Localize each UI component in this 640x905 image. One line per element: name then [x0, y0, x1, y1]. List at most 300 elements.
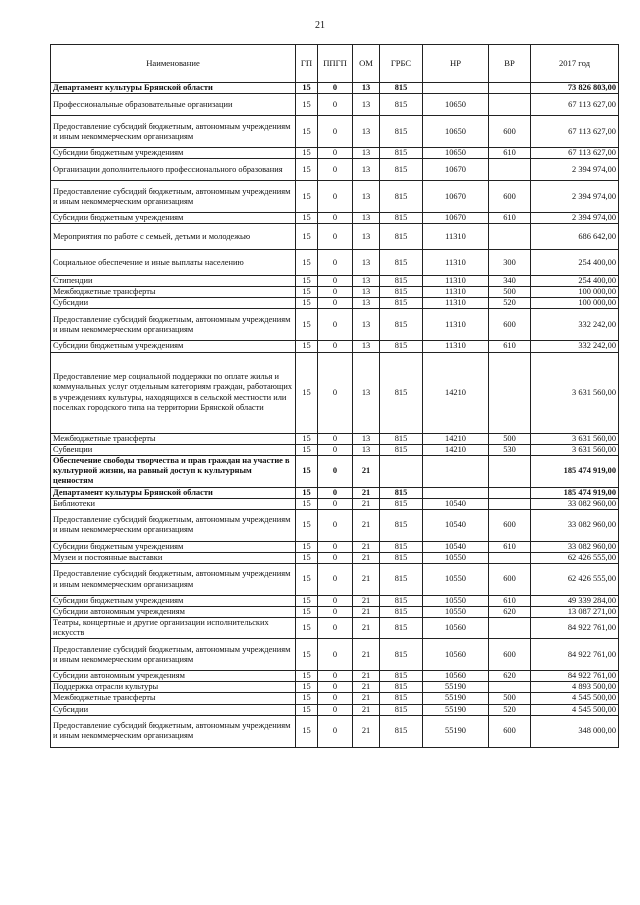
- cell-ppgp: 0: [318, 509, 353, 541]
- cell-gp: 15: [296, 498, 318, 509]
- cell-amount: 84 922 761,00: [531, 671, 619, 682]
- cell-nr: 11310: [423, 309, 489, 341]
- table-row: [51, 552, 619, 563]
- cell-amount: 33 082 960,00: [531, 498, 619, 509]
- cell-ppgp: 0: [318, 671, 353, 682]
- cell-ppgp: 0: [318, 498, 353, 509]
- cell-gp: 15: [296, 487, 318, 498]
- table-row: [51, 498, 619, 509]
- cell-name: Социальное обеспечение и иные выплаты населению: [51, 250, 296, 276]
- cell-om: 21: [353, 564, 380, 596]
- cell-gp: 15: [296, 352, 318, 433]
- cell-amount: 2 394 974,00: [531, 159, 619, 181]
- table-row: [51, 433, 619, 444]
- cell-om: 13: [353, 83, 380, 94]
- table-row: [51, 309, 619, 341]
- table-row: [51, 148, 619, 159]
- cell-name: Предоставление субсидий бюджетным, автономным учреждениям и иным некоммерческим организациям: [51, 116, 296, 148]
- cell-amount: 185 474 919,00: [531, 487, 619, 498]
- cell-vr: [489, 455, 531, 487]
- cell-grbs: 815: [380, 287, 423, 298]
- cell-gp: 15: [296, 433, 318, 444]
- table-row: [51, 159, 619, 181]
- cell-om: 21: [353, 704, 380, 715]
- cell-om: 21: [353, 693, 380, 704]
- cell-om: 13: [353, 148, 380, 159]
- cell-om: 13: [353, 116, 380, 148]
- cell-name: Субсидии: [51, 704, 296, 715]
- cell-grbs: 815: [380, 116, 423, 148]
- cell-vr: 610: [489, 596, 531, 607]
- cell-amount: 49 339 284,00: [531, 596, 619, 607]
- cell-gp: 15: [296, 682, 318, 693]
- cell-gp: 15: [296, 639, 318, 671]
- cell-vr: 600: [489, 564, 531, 596]
- cell-gp: 15: [296, 509, 318, 541]
- cell-nr: 55190: [423, 682, 489, 693]
- cell-amount: 62 426 555,00: [531, 552, 619, 563]
- cell-name: Субсидии бюджетным учреждениям: [51, 541, 296, 552]
- cell-grbs: 815: [380, 693, 423, 704]
- cell-vr: 340: [489, 276, 531, 287]
- cell-grbs: 815: [380, 552, 423, 563]
- table-row: [51, 541, 619, 552]
- cell-gp: 15: [296, 309, 318, 341]
- column-header-om: ОМ: [353, 45, 380, 83]
- cell-gp: 15: [296, 552, 318, 563]
- column-header-grbs: ГРБС: [380, 45, 423, 83]
- cell-name: Предоставление субсидий бюджетным, автономным учреждениям и иным некоммерческим организациям: [51, 509, 296, 541]
- cell-nr: 10560: [423, 671, 489, 682]
- cell-nr: 10650: [423, 94, 489, 116]
- cell-name: Межбюджетные трансферты: [51, 287, 296, 298]
- table-row: [51, 181, 619, 213]
- cell-ppgp: 0: [318, 552, 353, 563]
- table-row: [51, 671, 619, 682]
- cell-gp: 15: [296, 213, 318, 224]
- cell-vr: [489, 224, 531, 250]
- cell-nr: 10560: [423, 639, 489, 671]
- table-body: [51, 83, 619, 748]
- table-row: [51, 639, 619, 671]
- cell-om: 13: [353, 94, 380, 116]
- cell-gp: 15: [296, 596, 318, 607]
- cell-grbs: 815: [380, 94, 423, 116]
- cell-nr: 14210: [423, 444, 489, 455]
- cell-grbs: 815: [380, 607, 423, 618]
- cell-name: Субсидии автономным учреждениям: [51, 671, 296, 682]
- cell-grbs: 815: [380, 671, 423, 682]
- table-row: [51, 509, 619, 541]
- cell-grbs: 815: [380, 159, 423, 181]
- cell-gp: 15: [296, 541, 318, 552]
- cell-vr: 530: [489, 444, 531, 455]
- cell-grbs: 815: [380, 564, 423, 596]
- cell-nr: 14210: [423, 433, 489, 444]
- cell-name: Профессиональные образовательные организации: [51, 94, 296, 116]
- cell-ppgp: 0: [318, 341, 353, 352]
- cell-gp: 15: [296, 148, 318, 159]
- cell-nr: 10540: [423, 541, 489, 552]
- cell-amount: 332 242,00: [531, 341, 619, 352]
- cell-grbs: [380, 455, 423, 487]
- cell-nr: 55190: [423, 704, 489, 715]
- cell-vr: [489, 83, 531, 94]
- cell-nr: [423, 455, 489, 487]
- cell-ppgp: 0: [318, 83, 353, 94]
- cell-nr: [423, 83, 489, 94]
- cell-amount: 332 242,00: [531, 309, 619, 341]
- cell-nr: 14210: [423, 352, 489, 433]
- cell-gp: 15: [296, 298, 318, 309]
- cell-ppgp: 0: [318, 250, 353, 276]
- table-row: [51, 618, 619, 639]
- page-number: 21: [315, 20, 325, 31]
- cell-gp: 15: [296, 116, 318, 148]
- cell-amount: 100 000,00: [531, 298, 619, 309]
- cell-vr: 500: [489, 693, 531, 704]
- cell-om: 21: [353, 671, 380, 682]
- table-row: [51, 596, 619, 607]
- cell-om: 13: [353, 276, 380, 287]
- cell-om: 13: [353, 159, 380, 181]
- cell-amount: 67 113 627,00: [531, 94, 619, 116]
- cell-amount: 84 922 761,00: [531, 618, 619, 639]
- cell-nr: 10670: [423, 159, 489, 181]
- cell-vr: [489, 682, 531, 693]
- table-row: [51, 276, 619, 287]
- cell-gp: 15: [296, 341, 318, 352]
- cell-ppgp: 0: [318, 541, 353, 552]
- cell-grbs: 815: [380, 509, 423, 541]
- cell-grbs: 815: [380, 487, 423, 498]
- cell-nr: 11310: [423, 287, 489, 298]
- cell-name: Библиотеки: [51, 498, 296, 509]
- cell-name: Мероприятия по работе с семьей, детьми и молодежью: [51, 224, 296, 250]
- cell-gp: 15: [296, 455, 318, 487]
- cell-vr: 610: [489, 213, 531, 224]
- cell-name: Предоставление субсидий бюджетным, автономным учреждениям и иным некоммерческим организациям: [51, 181, 296, 213]
- cell-ppgp: 0: [318, 682, 353, 693]
- cell-nr: 11310: [423, 298, 489, 309]
- cell-name: Поддержка отрасли культуры: [51, 682, 296, 693]
- cell-gp: 15: [296, 181, 318, 213]
- cell-gp: 15: [296, 607, 318, 618]
- cell-vr: 500: [489, 433, 531, 444]
- cell-name: Субсидии: [51, 298, 296, 309]
- cell-amount: 254 400,00: [531, 250, 619, 276]
- cell-om: 21: [353, 541, 380, 552]
- cell-name: Субсидии бюджетным учреждениям: [51, 341, 296, 352]
- cell-grbs: 815: [380, 704, 423, 715]
- cell-grbs: 815: [380, 213, 423, 224]
- cell-om: 21: [353, 682, 380, 693]
- cell-name: Субсидии бюджетным учреждениям: [51, 148, 296, 159]
- cell-vr: [489, 552, 531, 563]
- cell-gp: 15: [296, 444, 318, 455]
- cell-om: 13: [353, 444, 380, 455]
- cell-name: Субвенции: [51, 444, 296, 455]
- table-row: [51, 224, 619, 250]
- cell-gp: 15: [296, 250, 318, 276]
- column-header-ppgp: ППГП: [318, 45, 353, 83]
- table-row: [51, 444, 619, 455]
- cell-amount: 185 474 919,00: [531, 455, 619, 487]
- cell-vr: 500: [489, 287, 531, 298]
- cell-name: Субсидии автономным учреждениям: [51, 607, 296, 618]
- column-header-gp: ГП: [296, 45, 318, 83]
- cell-gp: 15: [296, 715, 318, 747]
- cell-vr: [489, 618, 531, 639]
- cell-ppgp: 0: [318, 224, 353, 250]
- table-row: [51, 487, 619, 498]
- cell-grbs: 815: [380, 309, 423, 341]
- cell-ppgp: 0: [318, 94, 353, 116]
- cell-grbs: 815: [380, 148, 423, 159]
- cell-amount: 73 826 803,00: [531, 83, 619, 94]
- cell-vr: [489, 498, 531, 509]
- table-row: [51, 298, 619, 309]
- cell-amount: 33 082 960,00: [531, 509, 619, 541]
- table-header: [51, 45, 619, 83]
- cell-amount: 254 400,00: [531, 276, 619, 287]
- table-row: [51, 341, 619, 352]
- cell-om: 13: [353, 287, 380, 298]
- cell-vr: 600: [489, 116, 531, 148]
- cell-name: Субсидии бюджетным учреждениям: [51, 213, 296, 224]
- cell-name: Организации дополнительного профессионального образования: [51, 159, 296, 181]
- cell-amount: 3 631 560,00: [531, 433, 619, 444]
- table-row: [51, 213, 619, 224]
- cell-nr: 10670: [423, 181, 489, 213]
- cell-nr: 11310: [423, 276, 489, 287]
- cell-om: 13: [353, 309, 380, 341]
- cell-vr: 600: [489, 309, 531, 341]
- cell-vr: [489, 159, 531, 181]
- cell-gp: 15: [296, 693, 318, 704]
- column-header-nr: НР: [423, 45, 489, 83]
- cell-amount: 4 545 500,00: [531, 704, 619, 715]
- cell-om: 13: [353, 433, 380, 444]
- table-row: [51, 94, 619, 116]
- cell-vr: [489, 94, 531, 116]
- cell-om: 21: [353, 639, 380, 671]
- cell-ppgp: 0: [318, 433, 353, 444]
- cell-grbs: 815: [380, 276, 423, 287]
- budget-table: [50, 44, 619, 748]
- cell-name: Департамент культуры Брянской области: [51, 83, 296, 94]
- cell-ppgp: 0: [318, 618, 353, 639]
- cell-grbs: 815: [380, 181, 423, 213]
- table-row: [51, 715, 619, 747]
- cell-amount: 348 000,00: [531, 715, 619, 747]
- cell-vr: 520: [489, 704, 531, 715]
- cell-ppgp: 0: [318, 455, 353, 487]
- cell-ppgp: 0: [318, 213, 353, 224]
- table-row: [51, 116, 619, 148]
- cell-gp: 15: [296, 159, 318, 181]
- cell-name: Департамент культуры Брянской области: [51, 487, 296, 498]
- cell-nr: [423, 487, 489, 498]
- cell-name: Предоставление субсидий бюджетным, автономным учреждениям и иным некоммерческим организациям: [51, 309, 296, 341]
- cell-om: 21: [353, 455, 380, 487]
- cell-vr: 300: [489, 250, 531, 276]
- cell-gp: 15: [296, 224, 318, 250]
- cell-ppgp: 0: [318, 298, 353, 309]
- cell-ppgp: 0: [318, 704, 353, 715]
- cell-grbs: 815: [380, 298, 423, 309]
- cell-ppgp: 0: [318, 596, 353, 607]
- cell-vr: [489, 352, 531, 433]
- cell-om: 13: [353, 181, 380, 213]
- cell-nr: 10560: [423, 618, 489, 639]
- cell-gp: 15: [296, 671, 318, 682]
- cell-ppgp: 0: [318, 148, 353, 159]
- cell-name: Предоставление мер социальной поддержки по оплате жилья и коммунальных услуг отдельным категориям граждан, работающих в учреждениях культуры, находящихся в сельской местности или поселках городского типа на территории Брянской области: [51, 352, 296, 433]
- cell-ppgp: 0: [318, 276, 353, 287]
- cell-ppgp: 0: [318, 639, 353, 671]
- table-row: [51, 83, 619, 94]
- cell-om: 21: [353, 487, 380, 498]
- cell-name: Музеи и постоянные выставки: [51, 552, 296, 563]
- cell-nr: 11310: [423, 341, 489, 352]
- cell-vr: 610: [489, 341, 531, 352]
- cell-amount: 13 087 271,00: [531, 607, 619, 618]
- cell-ppgp: 0: [318, 159, 353, 181]
- cell-grbs: 815: [380, 352, 423, 433]
- cell-ppgp: 0: [318, 564, 353, 596]
- cell-om: 21: [353, 607, 380, 618]
- cell-nr: 10550: [423, 552, 489, 563]
- cell-nr: 10550: [423, 607, 489, 618]
- column-header-vr: ВР: [489, 45, 531, 83]
- cell-amount: 4 893 500,00: [531, 682, 619, 693]
- cell-name: Субсидии бюджетным учреждениям: [51, 596, 296, 607]
- cell-nr: 10650: [423, 148, 489, 159]
- cell-grbs: 815: [380, 498, 423, 509]
- cell-ppgp: 0: [318, 181, 353, 213]
- table-row: [51, 682, 619, 693]
- cell-grbs: 815: [380, 596, 423, 607]
- cell-name: Предоставление субсидий бюджетным, автономным учреждениям и иным некоммерческим организациям: [51, 715, 296, 747]
- cell-ppgp: 0: [318, 693, 353, 704]
- cell-name: Предоставление субсидий бюджетным, автономным учреждениям и иным некоммерческим организациям: [51, 564, 296, 596]
- cell-nr: 10540: [423, 498, 489, 509]
- cell-nr: 10670: [423, 213, 489, 224]
- cell-grbs: 815: [380, 444, 423, 455]
- cell-amount: 100 000,00: [531, 287, 619, 298]
- cell-nr: 10540: [423, 509, 489, 541]
- cell-gp: 15: [296, 276, 318, 287]
- cell-grbs: 815: [380, 250, 423, 276]
- cell-gp: 15: [296, 83, 318, 94]
- cell-amount: 3 631 560,00: [531, 352, 619, 433]
- cell-amount: 2 394 974,00: [531, 181, 619, 213]
- cell-vr: 600: [489, 509, 531, 541]
- cell-amount: 67 113 627,00: [531, 148, 619, 159]
- cell-om: 13: [353, 250, 380, 276]
- cell-vr: 610: [489, 541, 531, 552]
- cell-gp: 15: [296, 704, 318, 715]
- cell-name: Театры, концертные и другие организации исполнительских искусств: [51, 618, 296, 639]
- cell-ppgp: 0: [318, 309, 353, 341]
- cell-name: Стипендии: [51, 276, 296, 287]
- cell-ppgp: 0: [318, 116, 353, 148]
- cell-vr: 600: [489, 181, 531, 213]
- cell-amount: 2 394 974,00: [531, 213, 619, 224]
- cell-om: 21: [353, 552, 380, 563]
- table-row: [51, 287, 619, 298]
- cell-gp: 15: [296, 287, 318, 298]
- cell-nr: 11310: [423, 224, 489, 250]
- cell-om: 21: [353, 596, 380, 607]
- cell-ppgp: 0: [318, 444, 353, 455]
- cell-om: 13: [353, 213, 380, 224]
- cell-om: 21: [353, 715, 380, 747]
- cell-om: 13: [353, 341, 380, 352]
- cell-om: 13: [353, 224, 380, 250]
- table-row: [51, 455, 619, 487]
- cell-name: Межбюджетные трансферты: [51, 693, 296, 704]
- cell-vr: 620: [489, 671, 531, 682]
- cell-om: 21: [353, 509, 380, 541]
- cell-ppgp: 0: [318, 487, 353, 498]
- cell-grbs: 815: [380, 83, 423, 94]
- cell-nr: 55190: [423, 693, 489, 704]
- cell-grbs: 815: [380, 715, 423, 747]
- cell-nr: 10550: [423, 564, 489, 596]
- cell-vr: 600: [489, 715, 531, 747]
- cell-nr: 10650: [423, 116, 489, 148]
- cell-om: 13: [353, 352, 380, 433]
- table-row: [51, 250, 619, 276]
- cell-grbs: 815: [380, 224, 423, 250]
- cell-grbs: 815: [380, 433, 423, 444]
- cell-grbs: 815: [380, 618, 423, 639]
- cell-nr: 10550: [423, 596, 489, 607]
- cell-om: 21: [353, 498, 380, 509]
- cell-name: Межбюджетные трансферты: [51, 433, 296, 444]
- table-row: [51, 693, 619, 704]
- cell-vr: 600: [489, 639, 531, 671]
- column-header-name: Наименование: [51, 45, 296, 83]
- cell-amount: 4 545 500,00: [531, 693, 619, 704]
- cell-grbs: 815: [380, 341, 423, 352]
- cell-gp: 15: [296, 564, 318, 596]
- cell-vr: 610: [489, 148, 531, 159]
- cell-name: Обеспечение свободы творчества и прав граждан на участие в культурной жизни, на равный доступ к культурным ценностям: [51, 455, 296, 487]
- table-row: [51, 704, 619, 715]
- cell-ppgp: 0: [318, 352, 353, 433]
- cell-amount: 3 631 560,00: [531, 444, 619, 455]
- cell-ppgp: 0: [318, 715, 353, 747]
- cell-vr: 520: [489, 298, 531, 309]
- cell-om: 21: [353, 618, 380, 639]
- cell-ppgp: 0: [318, 287, 353, 298]
- cell-amount: 686 642,00: [531, 224, 619, 250]
- table-row: [51, 352, 619, 433]
- cell-nr: 11310: [423, 250, 489, 276]
- table-row: [51, 564, 619, 596]
- cell-amount: 62 426 555,00: [531, 564, 619, 596]
- cell-grbs: 815: [380, 682, 423, 693]
- cell-grbs: 815: [380, 541, 423, 552]
- cell-grbs: 815: [380, 639, 423, 671]
- cell-ppgp: 0: [318, 607, 353, 618]
- cell-gp: 15: [296, 618, 318, 639]
- cell-vr: 620: [489, 607, 531, 618]
- cell-gp: 15: [296, 94, 318, 116]
